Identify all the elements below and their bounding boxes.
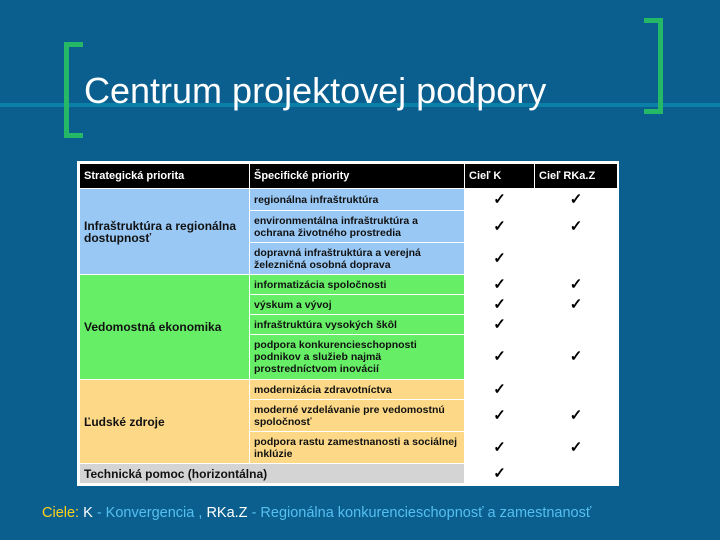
goal-k-check: ✓ (465, 315, 535, 335)
legend-k-description: - Konvergencia , (96, 505, 203, 521)
header-strategic-priority: Strategická priorita (80, 164, 250, 189)
goal-rkaz-check: ✓ (535, 335, 618, 380)
strategic-priority-infrastructure: Infraštruktúra a regionálna dostupnosť (80, 189, 250, 275)
left-bracket-decoration (64, 42, 83, 138)
specific-priority: infraštruktúra vysokých škôl (250, 315, 465, 335)
goal-k-check: ✓ (465, 432, 535, 464)
specific-priority: informatizácia spoločnosti (250, 275, 465, 295)
specific-priority: podpora konkurencieschopnosti podnikov a služieb najmä prostredníctvom inovácií (250, 335, 465, 380)
header-goal-rkaz: Cieľ RKa.Z (535, 164, 618, 189)
goal-rkaz-check (535, 315, 618, 335)
table-row (80, 275, 618, 295)
specific-priority: environmentálna infraštruktúra a ochrana životného prostredia (250, 211, 465, 243)
legend-rkaz-abbrev: RKa.Z (206, 505, 248, 521)
goal-rkaz-check (535, 243, 618, 275)
goal-k-check: ✓ (465, 243, 535, 275)
specific-priority: moderné vzdelávanie pre vedomostnú spoločnosť (250, 400, 465, 432)
goal-rkaz-check: ✓ (535, 400, 618, 432)
table-header-row (80, 164, 618, 189)
goals-legend (42, 505, 591, 521)
goal-k-check: ✓ (465, 400, 535, 432)
strategic-priority-knowledge-economy: Vedomostná ekonomika (80, 275, 250, 380)
goal-rkaz-check: ✓ (535, 275, 618, 295)
goal-rkaz-check: ✓ (535, 432, 618, 464)
goal-rkaz-check (535, 464, 618, 484)
legend-label: Ciele: (42, 505, 80, 521)
legend-k-abbrev: K (83, 505, 93, 521)
table-row (80, 464, 618, 484)
goal-k-check: ✓ (465, 211, 535, 243)
header-specific-priorities: Špecifické priority (250, 164, 465, 189)
strategic-priority-human-resources: Ľudské zdroje (80, 380, 250, 464)
specific-priority: výskum a vývoj (250, 295, 465, 315)
specific-priority: podpora rastu zamestnanosti a sociálnej inklúzie (250, 432, 465, 464)
specific-priority: modernizácia zdravotníctva (250, 380, 465, 400)
goal-rkaz-check: ✓ (535, 295, 618, 315)
goal-k-check: ✓ (465, 295, 535, 315)
goal-k-check: ✓ (465, 335, 535, 380)
goal-rkaz-check: ✓ (535, 189, 618, 211)
goal-k-check: ✓ (465, 275, 535, 295)
strategic-priority-technical-assistance: Technická pomoc (horizontálna) (80, 464, 465, 484)
specific-priority: regionálna infraštruktúra (250, 189, 465, 211)
goal-k-check: ✓ (465, 464, 535, 484)
priorities-table (77, 161, 619, 486)
goal-rkaz-check: ✓ (535, 211, 618, 243)
table-row (80, 189, 618, 211)
table-row (80, 380, 618, 400)
specific-priority: dopravná infraštruktúra a verejná železničná osobná doprava (250, 243, 465, 275)
goal-k-check: ✓ (465, 380, 535, 400)
legend-rkaz-description: - Regionálna konkurencieschopnosť a zamestnanosť (251, 505, 592, 521)
right-bracket-decoration (644, 18, 663, 114)
goal-k-check: ✓ (465, 189, 535, 211)
goal-rkaz-check (535, 380, 618, 400)
slide-title: Centrum projektovej podpory (84, 70, 547, 111)
header-goal-k: Cieľ K (465, 164, 535, 189)
